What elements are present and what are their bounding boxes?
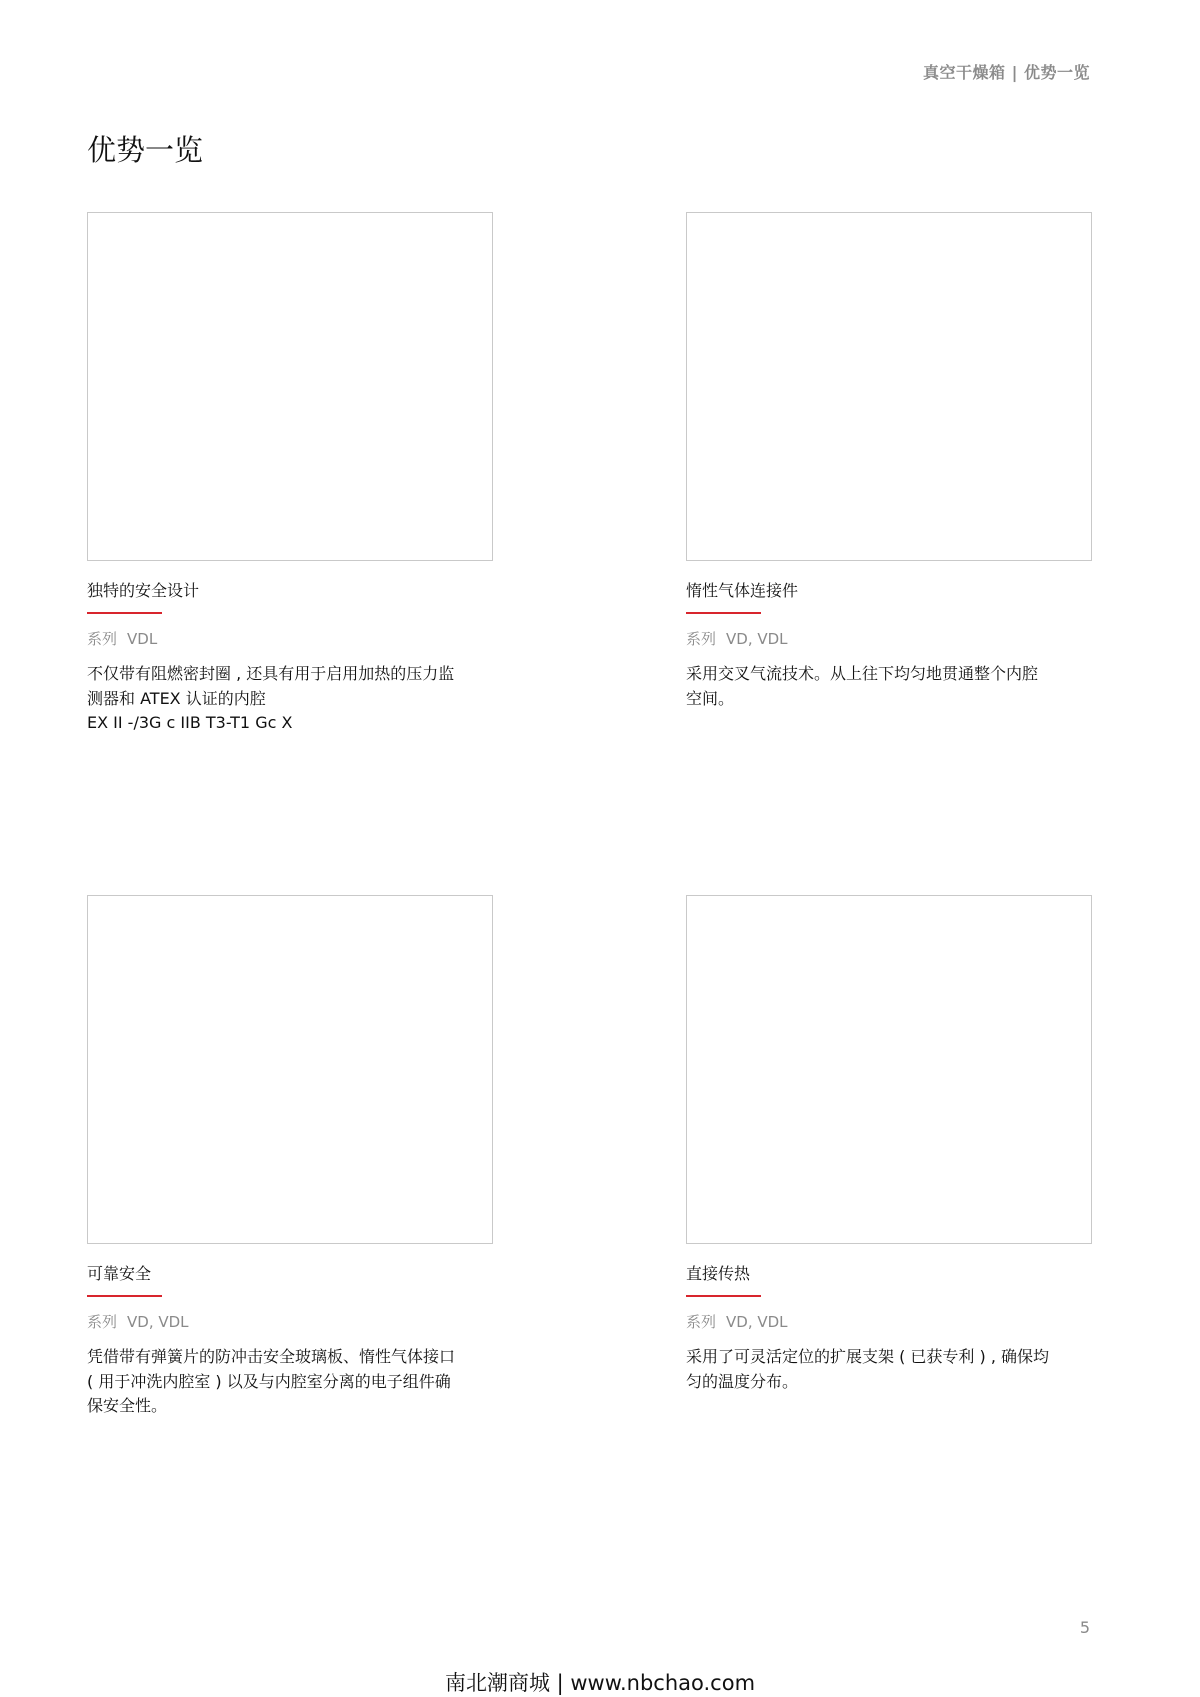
header-separator: |	[1005, 63, 1024, 82]
feature-card-reliable-safety	[87, 895, 493, 1419]
accent-rule	[87, 1295, 162, 1297]
series-label: 系列	[686, 1313, 717, 1331]
feature-series	[686, 1312, 1092, 1332]
page-title: 优势一览	[87, 133, 204, 167]
feature-description	[87, 662, 493, 736]
series-value: VDL	[127, 630, 158, 648]
description-line: ( 用于冲洗内腔室 ) 以及与内腔室分离的电子组件确	[87, 1371, 451, 1391]
feature-title: 直接传热	[686, 1264, 751, 1283]
feature-image-placeholder	[87, 895, 493, 1244]
accent-rule	[686, 612, 761, 614]
feature-card-safety-design	[87, 212, 493, 736]
accent-rule	[686, 1295, 761, 1297]
feature-description	[686, 662, 1092, 711]
feature-series	[87, 629, 493, 649]
accent-rule	[87, 612, 162, 614]
header-section: 真空干燥箱	[922, 63, 1006, 82]
description-line: 测器和 ATEX 认证的内腔	[87, 688, 266, 708]
feature-image-placeholder	[686, 212, 1092, 561]
series-label: 系列	[686, 630, 717, 648]
description-line: 采用了可灵活定位的扩展支架 ( 已获专利 ) , 确保均	[686, 1347, 1050, 1366]
feature-title: 惰性气体连接件	[686, 581, 799, 600]
header-page-label: 优势一览	[1023, 63, 1090, 82]
feature-description	[686, 1345, 1092, 1394]
description-line: 不仅带有阻燃密封圈 , 还具有用于启用加热的压力监	[87, 664, 455, 683]
feature-title: 独特的安全设计	[87, 581, 200, 600]
description-line: 空间。	[686, 688, 735, 708]
description-line: 保安全性。	[87, 1396, 168, 1415]
feature-series	[686, 629, 1092, 649]
footer-watermark: 南北潮商城 | www.nbchao.com	[444, 1671, 756, 1695]
series-label: 系列	[87, 630, 118, 648]
description-line: 匀的温度分布。	[686, 1371, 799, 1391]
feature-card-direct-heat-transfer	[686, 895, 1092, 1394]
feature-image-placeholder	[87, 212, 493, 561]
feature-series	[87, 1312, 493, 1332]
running-header	[923, 60, 1090, 83]
page-number: 5	[1079, 1618, 1090, 1637]
series-value: VD, VDL	[127, 1313, 189, 1331]
description-line: EX II -/3G c IIB T3-T1 Gc X	[87, 713, 293, 732]
series-label: 系列	[87, 1313, 118, 1331]
series-value: VD, VDL	[726, 1313, 788, 1331]
series-value: VD, VDL	[726, 630, 788, 648]
feature-card-inert-gas-connector	[686, 212, 1092, 711]
description-line: 采用交叉气流技术。从上往下均匀地贯通整个内腔	[686, 664, 1039, 683]
feature-description	[87, 1345, 493, 1419]
feature-image-placeholder	[686, 895, 1092, 1244]
description-line: 凭借带有弹簧片的防冲击安全玻璃板、惰性气体接口	[87, 1347, 456, 1366]
feature-title: 可靠安全	[87, 1264, 152, 1283]
